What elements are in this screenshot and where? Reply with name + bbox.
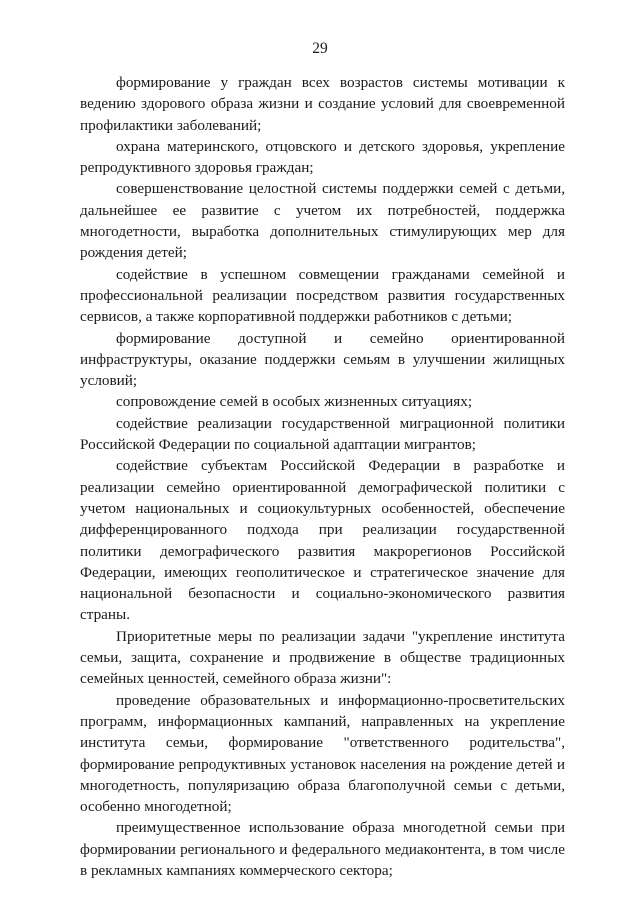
- paragraph-8: содействие субъектам Российской Федерации в разработке и реализации семейно ориентированной демографической политики с учетом национальных и социокультурных особенностей, обеспечение дифференцированного подхода при реализации государственной политики демографического развития макрорегионов Российской Федерации, имеющих геополитическое и стратегическое значение для национальной безопасности и социально-экономического развития страны.: [80, 457, 565, 624]
- paragraph-3: совершенствование целостной системы поддержки семей с детьми, дальнейшее ее развитие с учетом их потребностей, поддержка многодетности, выработка дополнительных стимулирующих мер для рождения детей;: [80, 180, 565, 262]
- paragraph-6: сопровождение семей в особых жизненных ситуациях;: [116, 393, 473, 411]
- paragraph-9: Приоритетные меры по реализации задачи "укрепление института семьи, защита, сохранение и продвижение в обществе традиционных семейных ценностей, семейного образа жизни":: [80, 627, 565, 688]
- paragraph-2: охрана материнского, отцовского и детского здоровья, укрепление репродуктивного здоровья граждан;: [80, 137, 565, 177]
- paragraph-4: содействие в успешном совмещении гражданами семейной и профессиональной реализации посредством развития государственных сервисов, а также корпоративной поддержки работников с детьми;: [80, 265, 565, 326]
- paragraph-5: формирование доступной и семейно ориентированной инфраструктуры, оказание поддержки семьям в улучшении жилищных условий;: [80, 329, 565, 390]
- paragraph-1: формирование у граждан всех возрастов системы мотивации к ведению здорового образа жизни и создание условий для своевременной профилактики заболеваний;: [80, 74, 565, 134]
- paragraph-11: преимущественное использование образа многодетной семьи при формировании регионального и федерального медиаконтента, в том числе в рекламных кампаниях коммерческого сектора;: [80, 819, 565, 879]
- paragraph-7: содействие реализации государственной миграционной политики Российской Федерации по социальной адаптации мигрантов;: [80, 414, 565, 454]
- paragraph-10: проведение образовательных и информационно-просветительских программ, информационных кампаний, направленных на укрепление института семьи, формирование "ответственного родительства", формирование репродуктивных установок населения на рождение детей и многодетность, популяризацию образа благополучной семьи с детьми, особенно многодетной;: [80, 691, 565, 816]
- document-body: [80, 72, 565, 881]
- page-number: 29: [312, 40, 328, 57]
